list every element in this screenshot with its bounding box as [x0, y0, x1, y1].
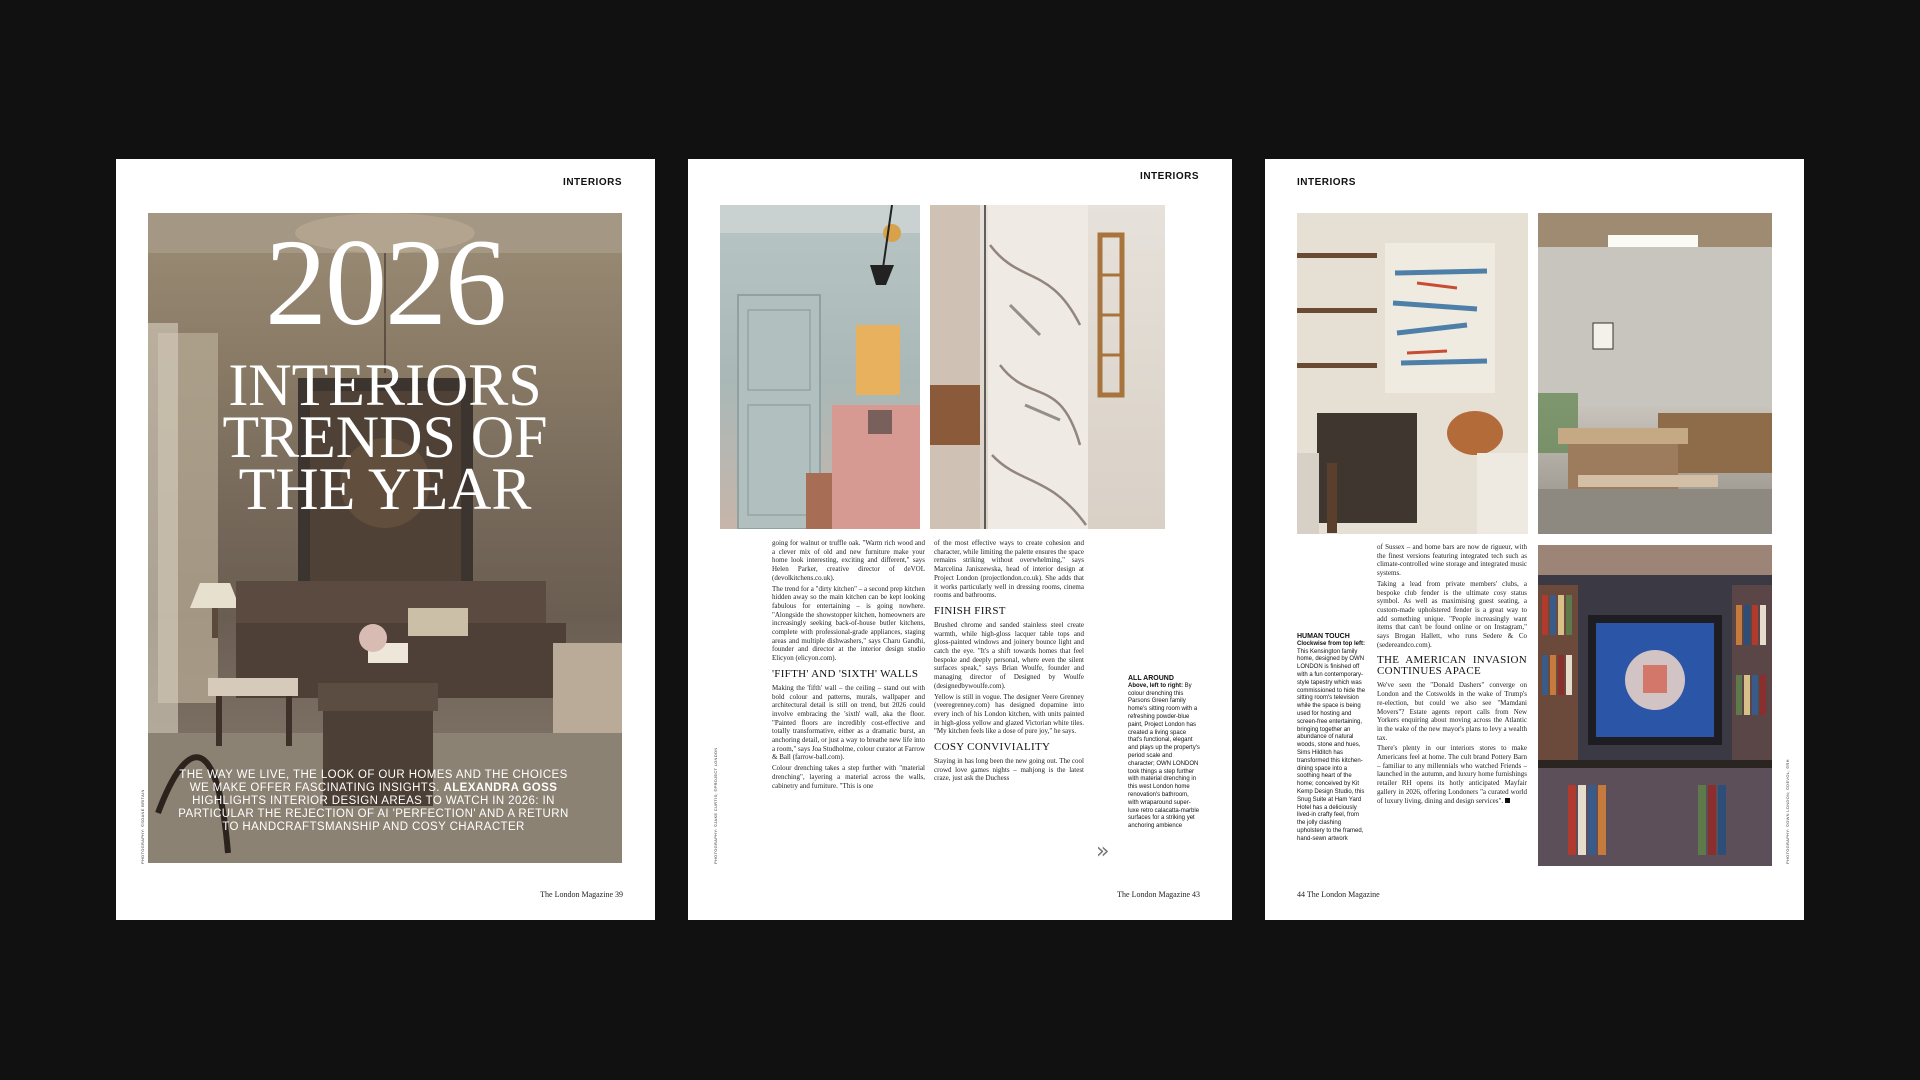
page-folio: The London Magazine 39 — [540, 890, 623, 899]
paragraph: going for walnut or truffle oak. "Warm rich wood and a clever mix of old and new furniture make your home look interesting, exciting and different," says Helen Parker, creative director of deVOL (devolkitchens.co.uk). — [772, 539, 925, 582]
article-column-1 — [772, 539, 925, 873]
image-caption — [1297, 633, 1369, 873]
paragraph: Taking a lead from private members' clubs, a bespoke club fender is the ultimate cosy status symbol. As well as maximising guest seating, a custom-made upholstered fender is a great way to add something unique. "People increasingly want items that can't be found online or on Instagram," says Brogan Hallett, who runs Sedere & Co (sedereandco.com). — [1377, 579, 1527, 649]
subhead-cosy-conviviality: COSY CONVIVIALITY — [934, 741, 1051, 754]
magazine-page-39 — [116, 159, 655, 920]
paragraph: Brushed chrome and sanded stainless steel create warmth, while high-gloss lacquer table tops and gloss-painted windows and joinery bounce light and catch the eye. "It's a shift towards homes that feel bespoke and deeply personal, where even the silent surfaces speak," says Brian Woulfe, founder and managing director of Designed by Woulfe (designedbywoulfe.com). — [934, 620, 1084, 690]
cover-title-line-3: THE YEAR — [238, 456, 532, 522]
snug-library-photo — [1538, 545, 1772, 866]
continued-arrow-icon: » — [1096, 839, 1110, 864]
magazine-page-44 — [1265, 159, 1804, 920]
caption-subtitle: Above, left to right: — [1128, 682, 1183, 689]
magazine-page-43 — [688, 159, 1232, 920]
cover-year: 2026 — [265, 214, 505, 351]
photo-credit: PHOTOGRAPHY: ©OWN LONDON; ©DEVOL; ©RH — [1785, 759, 1790, 864]
standfirst-lead: THE WAY WE LIVE, THE LOOK OF OUR HOMES AND THE CHOICES WE MAKE OFFER FASCINATING INSIGHTS. — [179, 769, 568, 794]
subhead-finish-first: FINISH FIRST — [934, 604, 1006, 617]
paragraph-text: There's plenty in our interiors stores to make Americans feel at home. The cult brand Pottery Barn – familiar to any millennials who watched Friends – launched in the autumn, and luxury home furnishings retailer RH opens its hotly anticipated Mayfair gallery in 2026, offering Londoners "a curated world of luxury living, dining and design services". — [1377, 744, 1527, 805]
paragraph: The trend for a "dirty kitchen" – a second prep kitchen hidden away so the main kitchen can be kept looking fabulous for entertaining – is going nowhere. "Alongside the showstopper kitchen, homeowners are increasingly seeking back-of-house butler kitchens, complete with professional-grade appliances, staging areas and multiple dishwashers," says Charu Gandhi, founder and director at the interior design studio Elicyon (elicyon.com). — [772, 584, 925, 663]
cover-title-line-2: TRENDS OF — [222, 404, 548, 470]
photo-credit: PHOTOGRAPHY: ©SOANE BRITAIN — [140, 789, 145, 864]
section-label: INTERIORS — [1140, 171, 1199, 182]
standfirst-author: ALEXANDRA GOSS — [443, 782, 558, 794]
cover-title-line-1: INTERIORS — [228, 352, 542, 418]
article-column-1 — [1377, 543, 1527, 877]
page-folio: 44 The London Magazine — [1297, 890, 1380, 899]
paragraph — [1377, 744, 1527, 805]
powder-blue-sitting-room-photo — [720, 205, 920, 529]
photo-credit: PHOTOGRAPHY: ©JAKE CURTIS; ©PROJECT LONDON — [713, 747, 718, 864]
paragraph: Staying in has long been the new going out. The cool crowd love games nights – mahjong is the latest craze, just ask the Duchess — [934, 757, 1084, 783]
caption-title: HUMAN TOUCH — [1297, 633, 1350, 640]
kitchen-dining-photo — [1538, 213, 1772, 534]
caption-body: By colour drenching this Parsons Green family home's sitting room with a refreshing powder-blue paint, Project London has created a living space that's functional, elegant and plays up the property's period scale and character; OWN LONDON took things a step further with material drenching in this west London home renovation's bathroom, with wraparound super-luxe retro calacatta-marble surfaces for a striking yet anchoring ambience — [1128, 682, 1200, 830]
cover-standfirst — [176, 769, 571, 834]
section-label: INTERIORS — [563, 177, 622, 188]
paragraph: of the most effective ways to create cohesion and character, while limiting the palette ensures the space remains striking without overwhelming," says Marcelina Janiszewska, head of interior design at Project London (projectlondon.co.uk). She adds that it works particularly well in dressing rooms, cinema rooms and bathrooms. — [934, 539, 1084, 600]
page-folio: The London Magazine 43 — [1117, 890, 1200, 899]
cover-living-room-photo — [148, 213, 622, 863]
caption-body: This Kensington family home, designed by OWN LONDON is finished off with a fun contemporary-style tapestry which was commissioned to hide the sitting room's television while the space is being used for hosting and screen-free entertaining, bringing together an abundance of natural woods, stone and hues, Sims Hilditch has transformed this kitchen-dining space into a soothing heart of the home; conceived by Kit Kemp Design Studio, this Snug Suite at Ham Yard Hotel has a deliciously lived-in crafty feel, from the jolly clashing upholstery to the framed, hand-sewn artwork — [1297, 648, 1366, 842]
end-of-article-icon — [1505, 798, 1510, 803]
tapestry-sitting-room-photo — [1297, 213, 1528, 534]
paragraph: We've seen the "Donald Dashers" converge on London and the Cotswolds in the wake of Trump's re-election, but could we also see "Mamdani Movers"? Estate agents report calls from New Yorkers enquiring about moving across the Atlantic in the wake of the new mayor's plans to levy a wealth tax. — [1377, 681, 1527, 742]
paragraph: Making the 'fifth' wall – the ceiling – stand out with bold colour and patterns, murals, wallpaper and architectural detail is still on trend, but 2026 could involve embracing the 'sixth' wall, aka the floor. "Painted floors are incredibly cost-effective and totally transformative, either as a dramatic burst, an anchoring detail, or just a way to breathe new life into a room," says Joa Studholme, colour curator at Farrow & Ball (farrow-ball.com). — [772, 683, 925, 762]
subhead-fifth-sixth-walls: 'FIFTH' AND 'SIXTH' WALLS — [772, 667, 919, 680]
article-column-2 — [934, 539, 1084, 873]
standfirst-rest: HIGHLIGHTS INTERIOR DESIGN AREAS TO WATCH IN 2026: IN PARTICULAR THE REJECTION OF AI 'PERFECTION' AND A RETURN TO HANDCRAFTSMANSHIP AND COSY CHARACTER — [178, 795, 569, 833]
marble-bathroom-photo — [930, 205, 1165, 529]
caption-subtitle: Clockwise from top left: — [1297, 640, 1366, 647]
paragraph: Colour drenching takes a step further with "material drenching", layering a material across the walls, cabinetry and furniture. "This is one — [772, 764, 925, 790]
caption-title: ALL AROUND — [1128, 675, 1174, 682]
paragraph: of Sussex – and home bars are now de rigueur, with the finest versions featuring integrated tech such as climate-controlled wine storage and integrated music systems. — [1377, 543, 1527, 578]
image-caption — [1128, 675, 1200, 875]
subhead-american-invasion: THE AMERICAN INVASION CONTINUES APACE — [1377, 654, 1527, 678]
paragraph: Yellow is still in vogue. The designer Veere Grenney (veeregrenney.com) has designed dopamine into every inch of his London kitchen, with units painted in high-gloss yellow and glazed Victorian white tiles. "My kitchen feels like a dose of pure joy," he says. — [934, 692, 1084, 736]
section-label: INTERIORS — [1297, 177, 1356, 188]
